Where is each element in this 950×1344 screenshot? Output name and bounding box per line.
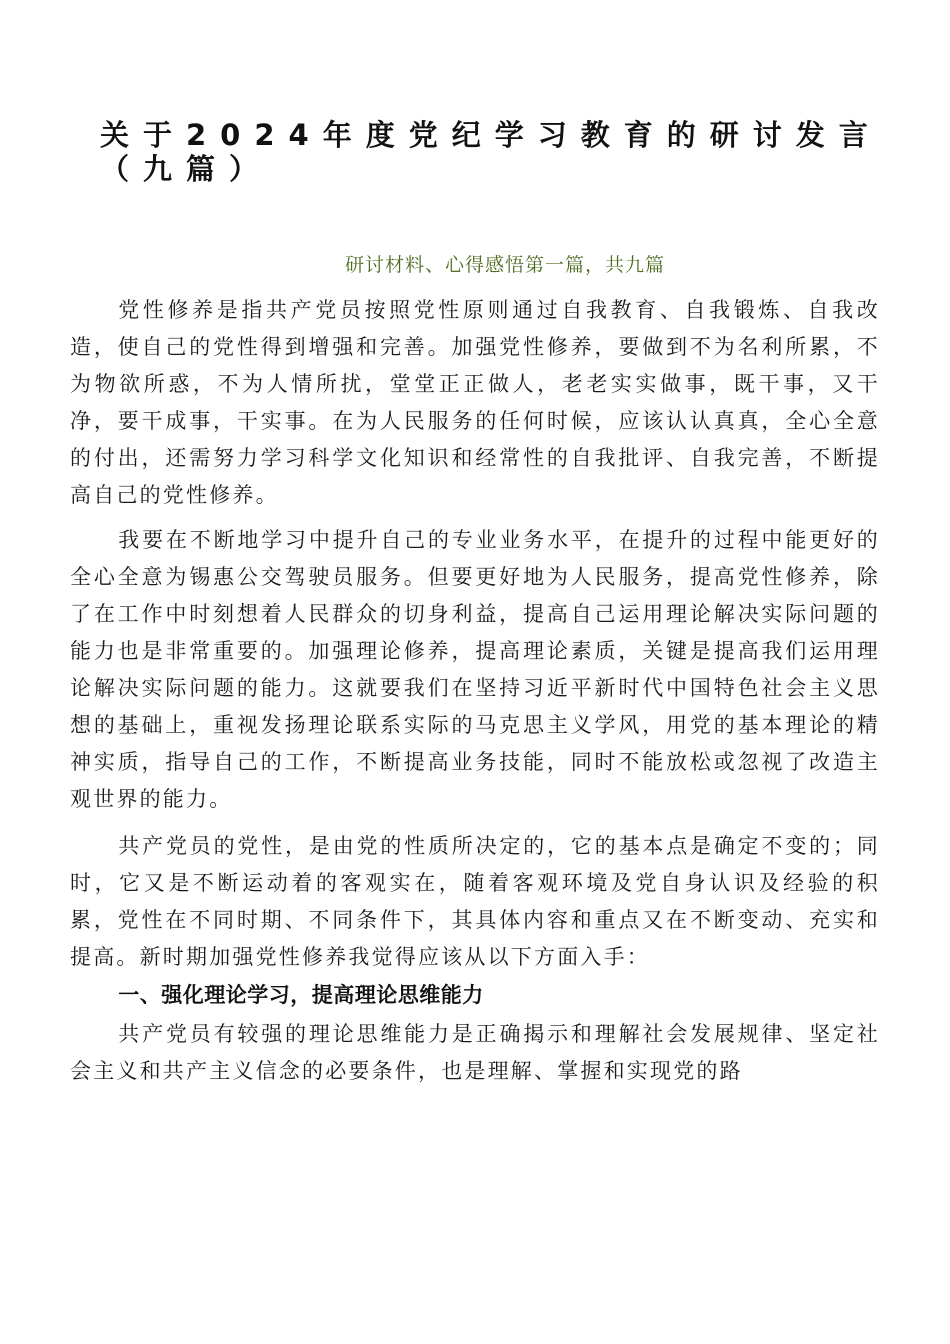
paragraph-1: 党性修养是指共产党员按照党性原则通过自我教育、自我锻炼、自我改造，使自己的党性得到增强和完善。加强党性修养，要做到不为名利所累，不为物欲所惑，不为人情所扰，堂堂正正做人，老老实实做事，既干事，又干净，要干成事，干实事。在为人民服务的任何时候，应该认认真真，全心全意的付出，还需努力学习科学文化知识和经常性的自我批评、自我完善，不断提高自己的党性修养。: [70, 298, 880, 507]
paragraph-4: 共产党员有较强的理论思维能力是正确揭示和理解社会发展规律、坚定社会主义和共产主义信念的必要条件，也是理解、掌握和实现党的路: [70, 1022, 880, 1083]
paragraph-2: 我要在不断地学习中提升自己的专业业务水平，在提升的过程中能更好的全心全意为锡惠公交驾驶员服务。但要更好地为人民服务，提高党性修养，除了在工作中时刻想着人民群众的切身利益，提高自己运用理论解决实际问题的能力也是非常重要的。加强理论修养，提高理论素质，关键是提高我们运用理论解决实际问题的能力。这就要我们在坚持习近平新时代中国特色社会主义思想的基础上，重视发扬理论联系实际的马克思主义学风，用党的基本理论的精神实质，指导自己的工作，不断提高业务技能，同时不能放松或忽视了改造主观世界的能力。: [70, 528, 880, 811]
paragraph-3: 共产党员的党性，是由党的性质所决定的，它的基本点是确定不变的；同时，它又是不断运动着的客观实在，随着客观环境及党自身认识及经验的积累，党性在不同时期、不同条件下，其具体内容和重点又在不断变动、充实和提高。新时期加强党性修养我觉得应该从以下方面入手：: [70, 834, 880, 969]
document-subtitle: 研讨材料、心得感悟第一篇，共九篇: [344, 254, 665, 276]
document-title: 关于2024年度党纪学习教育的研讨发言（九篇）: [100, 118, 882, 186]
section-heading-1: 一、强化理论学习，提高理论思维能力: [118, 983, 484, 1007]
document-body: [70, 292, 880, 1090]
